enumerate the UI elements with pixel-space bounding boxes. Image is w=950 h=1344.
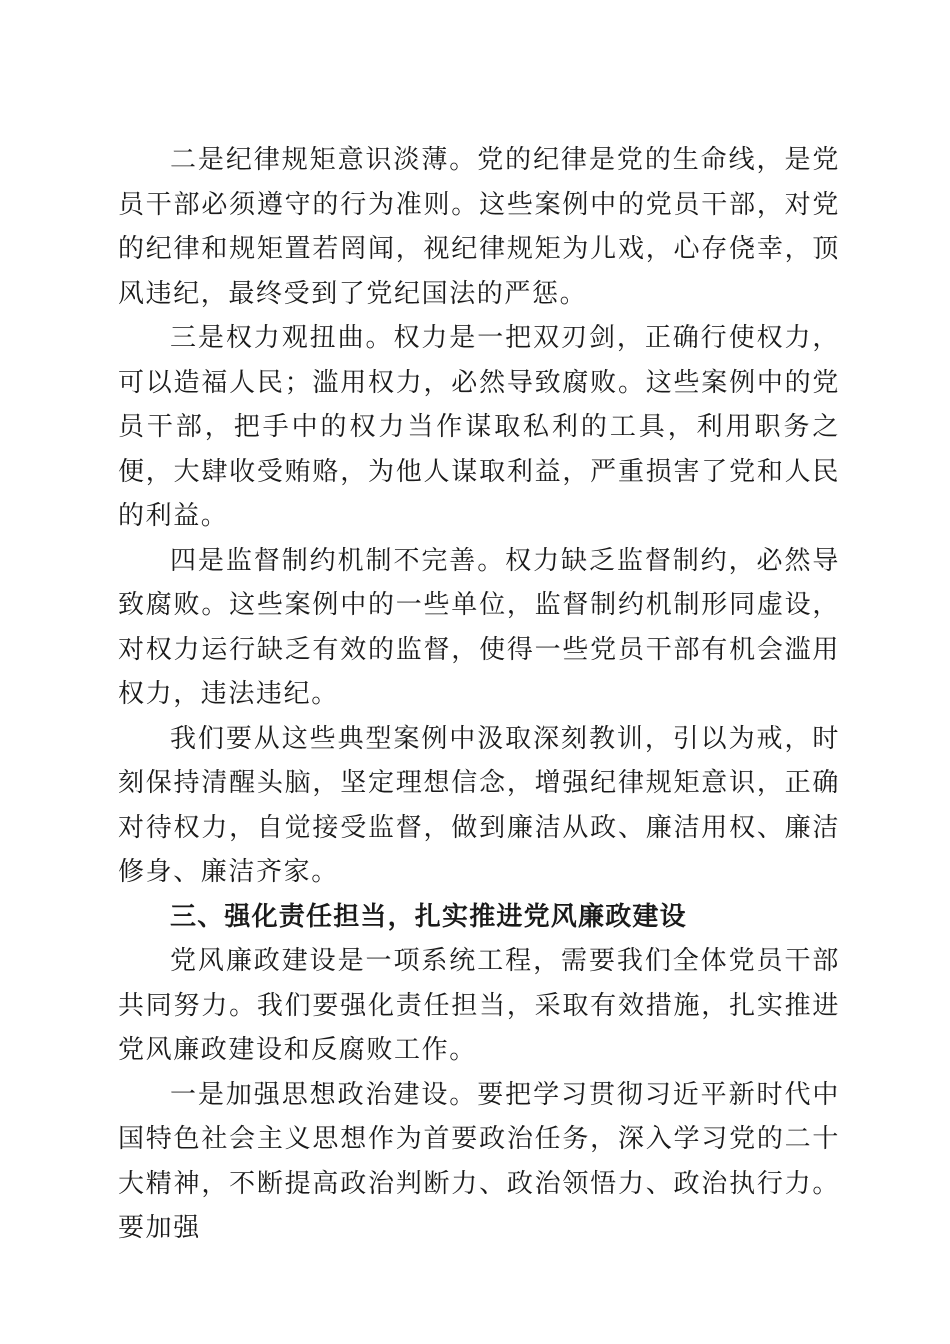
paragraph-supervision-mechanism: 四是监督制约机制不完善。权力缺乏监督制约，必然导致腐败。这些案例中的一些单位，监督制约机制形同虚设，对权力运行缺乏有效的监督，使得一些党员干部有机会滥用权力，违法违纪。 [118, 545, 840, 709]
paragraph-lessons: 我们要从这些典型案例中汲取深刻教训，引以为戒，时刻保持清醒头脑，坚定理想信念，增强纪律规矩意识，正确对待权力，自觉接受监督，做到廉洁从政、廉洁用权、廉洁修身、廉洁齐家。 [118, 723, 840, 887]
section-heading: 三、强化责任担当，扎实推进党风廉政建设 [170, 901, 687, 932]
paragraph-discipline-awareness: 二是纪律规矩意识淡薄。党的纪律是党的生命线，是党员干部必须遵守的行为准则。这些案例中的党员干部，对党的纪律和规矩置若罔闻，视纪律规矩为儿戏，心存侥幸，顶风违纪，最终受到了党纪国法的严惩。 [118, 145, 840, 309]
paragraph-ideological-building: 一是加强思想政治建设。要把学习贯彻习近平新时代中国特色社会主义思想作为首要政治任务，深入学习党的二十大精神，不断提高政治判断力、政治领悟力、政治执行力。要加强 [118, 1079, 840, 1243]
document-body [118, 138, 840, 1251]
paragraph-system-engineering: 党风廉政建设是一项系统工程，需要我们全体党员干部共同努力。我们要强化责任担当，采取有效措施，扎实推进党风廉政建设和反腐败工作。 [118, 946, 840, 1065]
paragraph-power-view: 三是权力观扭曲。权力是一把双刃剑，正确行使权力，可以造福人民；滥用权力，必然导致腐败。这些案例中的党员干部，把手中的权力当作谋取私利的工具，利用职务之便，大肆收受贿赂，为他人谋取利益，严重损害了党和人民的利益。 [118, 323, 840, 531]
